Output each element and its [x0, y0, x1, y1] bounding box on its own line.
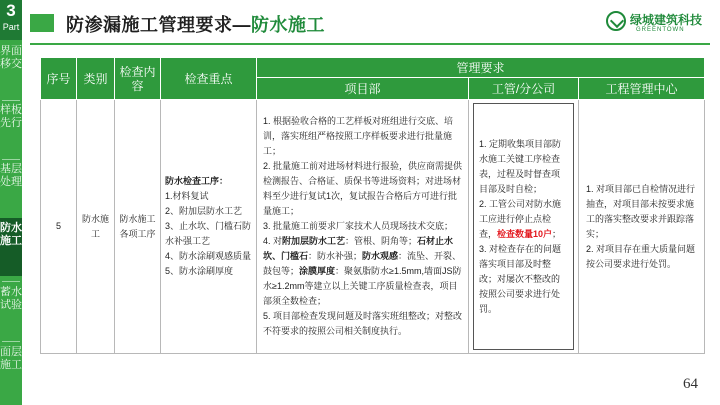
sidebar-nav	[0, 0, 22, 405]
part-indicator	[0, 0, 22, 40]
page-title	[66, 11, 325, 37]
header-sub: 工管/分公司	[469, 78, 579, 100]
logo-name: 绿城建筑科技	[630, 13, 703, 27]
focus-title: 防水检查工序：	[165, 176, 229, 186]
header-management: 管理要求	[257, 58, 705, 78]
cell-seq: 5	[41, 100, 77, 354]
sidebar-item-waterproof-construction[interactable]: 防水施工	[0, 218, 22, 276]
cell-sub	[469, 100, 579, 354]
focus-item: 3、止水坎、门槛石防水补强工艺	[165, 221, 252, 246]
title-highlight: 防水施工	[251, 15, 325, 35]
title-divider	[30, 43, 710, 45]
part-number: 3	[6, 1, 16, 20]
focus-item: 5、防水涂刷厚度	[165, 266, 234, 276]
header-center: 工程管理中心	[579, 78, 705, 100]
requirements-table	[40, 57, 704, 354]
project-item-4: 4. 对附加层防水工艺：管根、阴角等；石材止水坎、门槛石：防水补强；防水观感：流坠、开裂、鼓包等；涂膜厚度：聚氨脂防水≥1.5mm,墙面JS防水≥1.2mm等建立以上关键工序质量检查表，项目部须全数检查；	[263, 236, 462, 306]
sub-item-1: 1. 定期收集项目部防水施工关键工序检查表，过程及时督查项目部及时自检；	[479, 138, 562, 194]
table-row	[41, 100, 705, 354]
center-item-2: 2. 对项目存在重大质量问题按公司要求进行处罚。	[586, 243, 696, 269]
sidebar-item-water-test[interactable]: 蓄水试验	[0, 286, 22, 311]
header-seq: 序号	[41, 58, 77, 100]
cell-content: 防水施工各项工序	[115, 100, 161, 354]
focus-item: 4、防水涂刷观感质量	[165, 251, 252, 261]
sub-item-2: 2. 工管公司对防水施工应进行停止点检查，检查数量10户；	[479, 198, 562, 239]
project-item-5: 5. 项目部检查发现问题及时落实班组整改；对整改不符要求的按照公司相关制度执行。	[263, 311, 463, 336]
page-number: 64	[683, 376, 698, 392]
cell-category: 防水施工	[77, 100, 115, 354]
header-project: 项目部	[257, 78, 469, 100]
sidebar-item-interface-handover[interactable]: 界面移交	[0, 45, 22, 70]
header-category: 类别	[77, 58, 115, 100]
title-main: 防渗漏施工管理要求—	[66, 15, 251, 35]
project-item-3: 3. 批量施工前要求厂家技术人员现场技术交底；	[263, 221, 454, 231]
focus-item: 1.材料复试	[165, 191, 209, 201]
sidebar-item-base-treatment[interactable]: 基层处理	[0, 163, 22, 188]
cell-focus	[161, 100, 257, 354]
cell-project	[257, 100, 469, 354]
header-focus: 检查重点	[161, 58, 257, 100]
sidebar-item-surface-construction[interactable]: 面层施工	[0, 346, 22, 371]
sidebar-item-sample-first[interactable]: 样板先行	[0, 104, 22, 129]
sub-item-3: 3. 对检查存在的问题落实项目部及时整改；对屡次不整改的按照公司要求进行处罚。	[479, 243, 562, 314]
project-item-2: 2. 批量施工前对进场材料进行报验，供应商需提供检测报告、合格证、质保书等进场资料；对进场材料至少进行复试1次，复试报告合格后方可进行批量施工；	[263, 161, 463, 216]
header-content: 检查内容	[115, 58, 161, 100]
center-item-1: 1. 对项目部已自检情况进行抽查，对项目部未按要求施工的落实整改要求并跟踪落实；	[586, 183, 696, 239]
logo-subtitle: GREENTOWN	[636, 27, 685, 33]
focus-item: 2、附加层防水工艺	[165, 206, 243, 216]
project-item-1: 1. 根据验收合格的工艺样板对班组进行交底、培训，落实班组严格按照工序样板要求进行批量施工；	[263, 116, 454, 156]
part-label: Part	[2, 22, 20, 32]
logo-mark-icon	[606, 11, 626, 31]
cell-center	[579, 100, 705, 354]
company-logo	[606, 8, 706, 38]
title-accent	[30, 14, 54, 32]
